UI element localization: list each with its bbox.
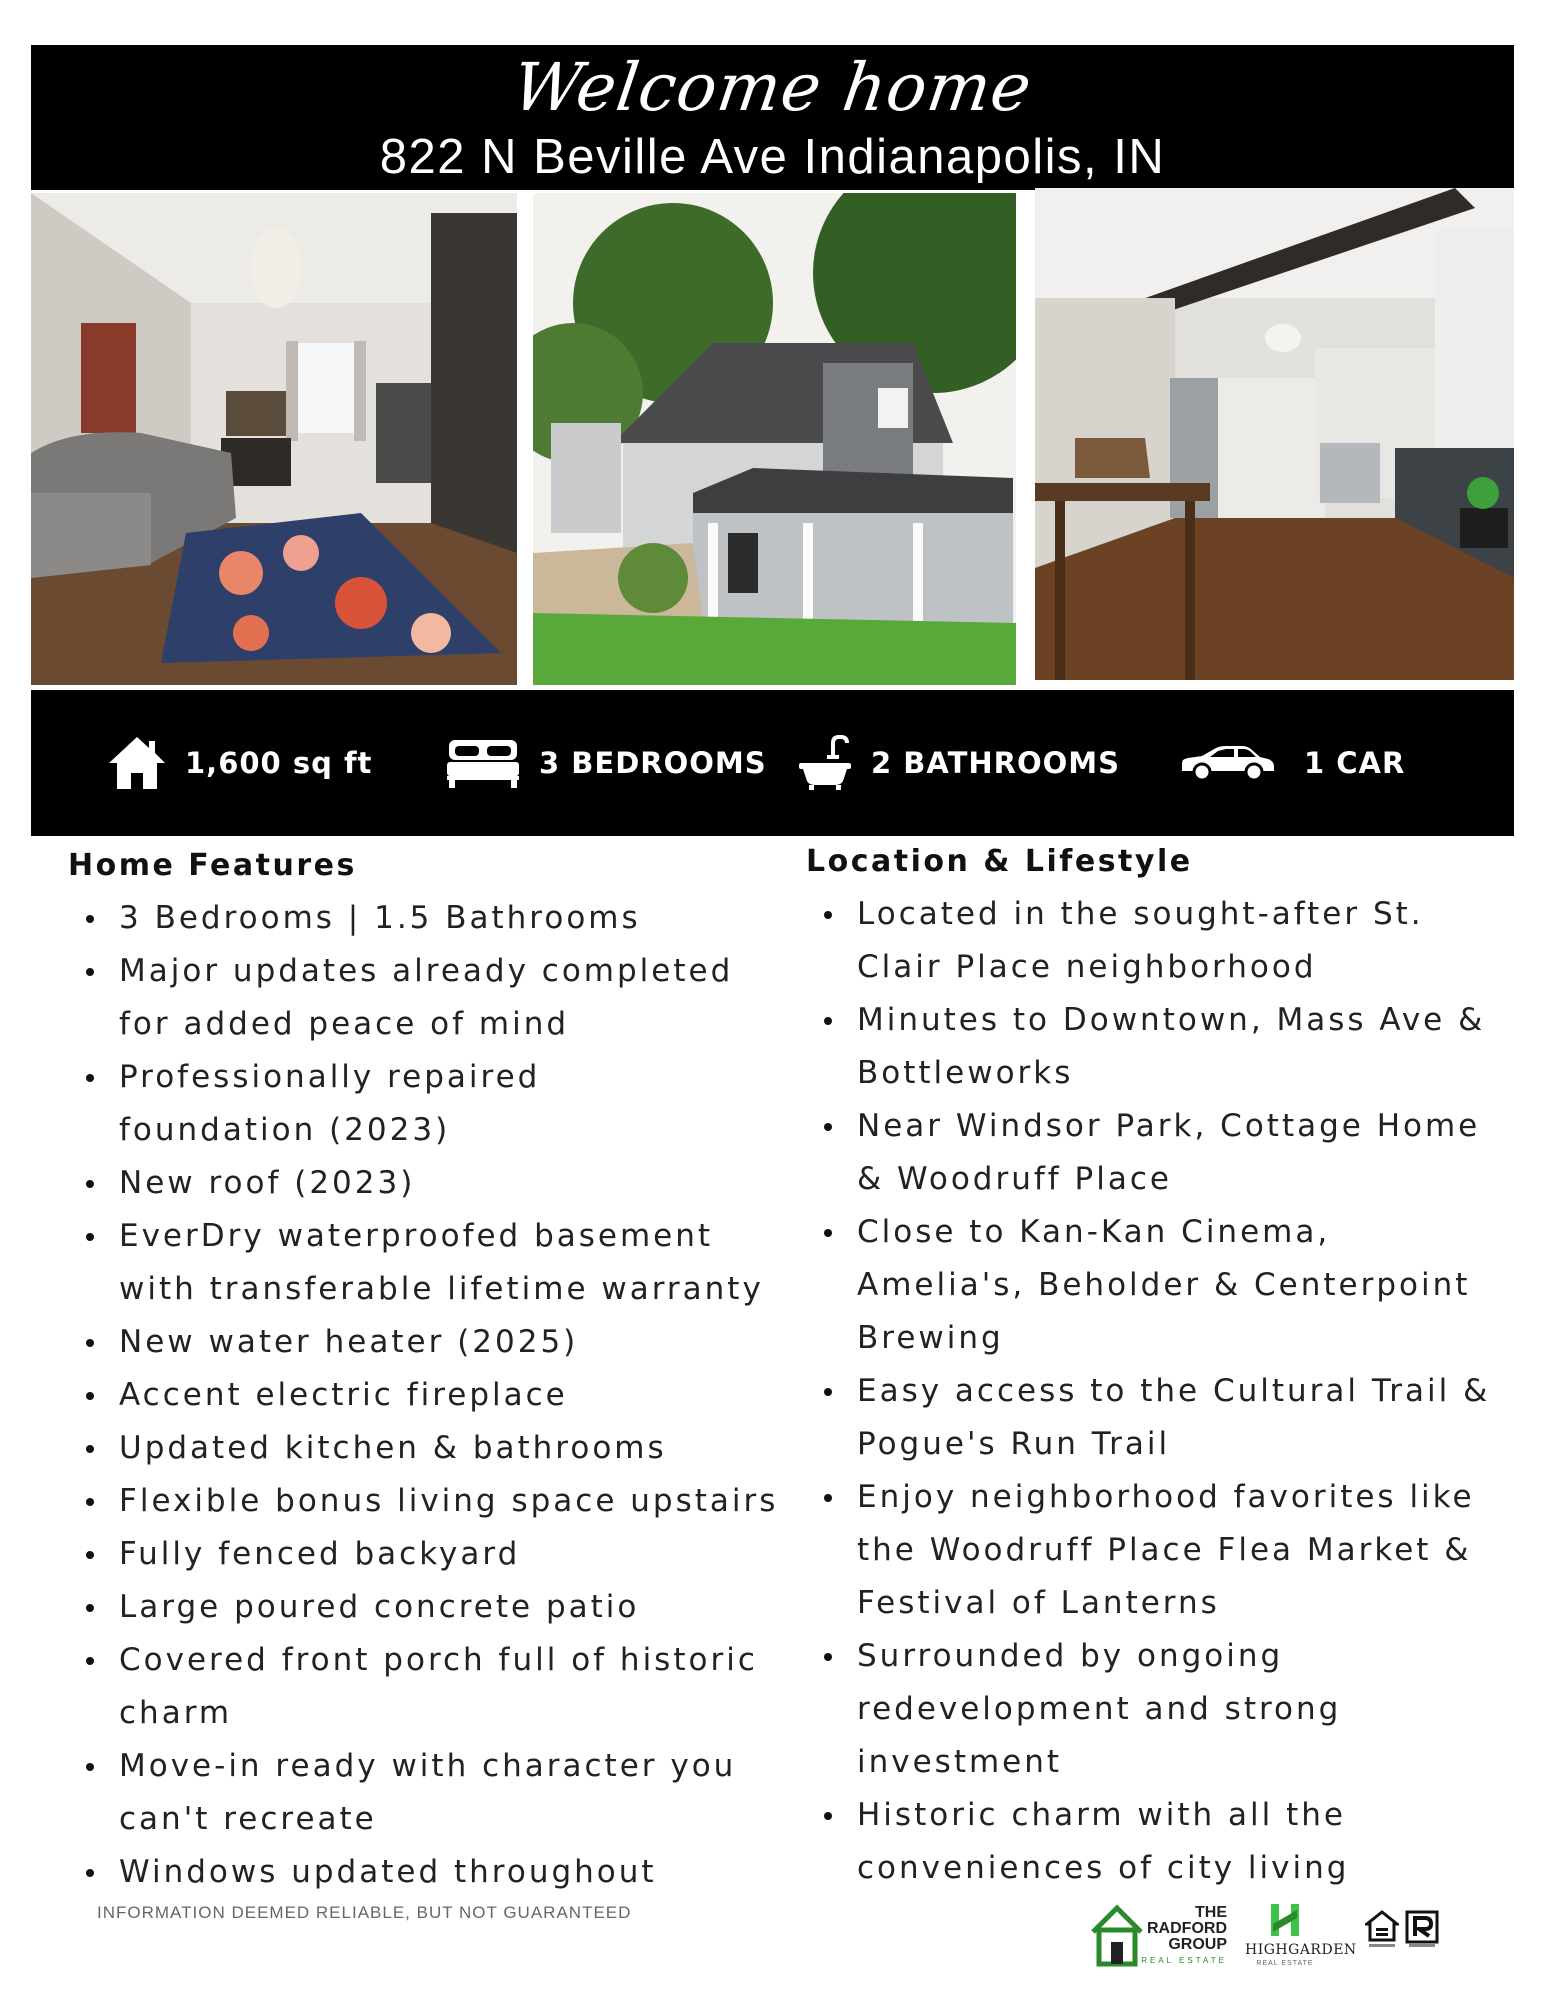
stat-garage-label: 1 CAR [1304,746,1406,780]
radford-logo-line2: RADFORD [1147,1920,1227,1937]
highgarden-logo-sub: REAL ESTATE [1256,1960,1314,1967]
welcome-script-title: Welcome home [508,49,1037,126]
radford-logo-line4: REAL ESTATE [1141,1956,1227,1965]
property-address: 822 N Beville Ave Indianapolis, IN [379,130,1166,184]
stat-garage [1178,690,1405,836]
house-exterior-photo [533,193,1016,685]
photo-strip [31,188,1514,688]
list-item: Surrounded by ongoing redevelopment and strong investment [806,1630,1506,1789]
stat-bathrooms [797,690,1120,836]
bed-icon [445,736,521,790]
home-features-heading: Home Features [68,848,357,883]
stat-bedrooms [445,690,767,836]
list-item: 3 Bedrooms | 1.5 Bathrooms [68,892,788,945]
list-item: Located in the sought-after St. Clair Place neighborhood [806,888,1506,994]
list-item: Fully fenced backyard [68,1528,788,1581]
stats-band [31,690,1514,836]
radford-house-icon [1089,1902,1147,1968]
list-item: Enjoy neighborhood favorites like the Woodruff Place Flea Market & Festival of Lanterns [806,1471,1506,1630]
stat-square-footage [107,690,372,836]
stat-bedrooms-label: 3 BEDROOMS [539,746,767,780]
stat-bathrooms-label: 2 BATHROOMS [871,746,1121,780]
list-item: Professionally repaired foundation (2023) [68,1051,788,1157]
location-lifestyle-heading: Location & Lifestyle [806,844,1193,879]
list-item: Accent electric fireplace [68,1369,788,1422]
living-room-photo [31,193,517,685]
home-features-list [68,892,788,1899]
header-banner [31,45,1514,190]
highgarden-logo-name: HIGHGARDEN [1245,1942,1357,1958]
highgarden-mark-icon [1265,1900,1305,1940]
equal-housing-icon [1365,1910,1399,1950]
kitchen-photo [1035,188,1514,680]
list-item: Flexible bonus living space upstairs [68,1475,788,1528]
list-item: New water heater (2025) [68,1316,788,1369]
radford-logo-line1: THE [1195,1904,1227,1921]
bathtub-icon [797,735,853,791]
house-icon [107,735,167,791]
list-item: Major updates already completed for added peace of mind [68,945,788,1051]
list-item: New roof (2023) [68,1157,788,1210]
realtor-icon [1405,1910,1439,1950]
car-icon [1178,745,1276,781]
list-item: Close to Kan-Kan Cinema, Amelia's, Beholder & Centerpoint Brewing [806,1206,1506,1365]
radford-group-logo [1085,1900,1233,1970]
location-lifestyle-section [806,838,1506,1895]
list-item: Minutes to Downtown, Mass Ave & Bottleworks [806,994,1506,1100]
radford-logo-line3: GROUP [1168,1936,1227,1953]
highgarden-logo [1245,1900,1357,1970]
list-item: Move-in ready with character you can't recreate [68,1740,788,1846]
list-item: Easy access to the Cultural Trail & Pogue's Run Trail [806,1365,1506,1471]
list-item: Large poured concrete patio [68,1581,788,1634]
home-features-section [68,838,788,1899]
list-item: Covered front porch full of historic charm [68,1634,788,1740]
list-item: Windows updated throughout [68,1846,788,1899]
list-item: EverDry waterproofed basement with transferable lifetime warranty [68,1210,788,1316]
location-lifestyle-list [806,888,1506,1895]
brokerage-logos [1085,1900,1455,1970]
list-item: Updated kitchen & bathrooms [68,1422,788,1475]
stat-square-footage-label: 1,600 sq ft [185,746,373,780]
disclaimer-text: INFORMATION DEEMED RELIABLE, BUT NOT GUARANTEED [97,1903,632,1922]
list-item: Historic charm with all the conveniences of city living [806,1789,1506,1895]
list-item: Near Windsor Park, Cottage Home & Woodruff Place [806,1100,1506,1206]
